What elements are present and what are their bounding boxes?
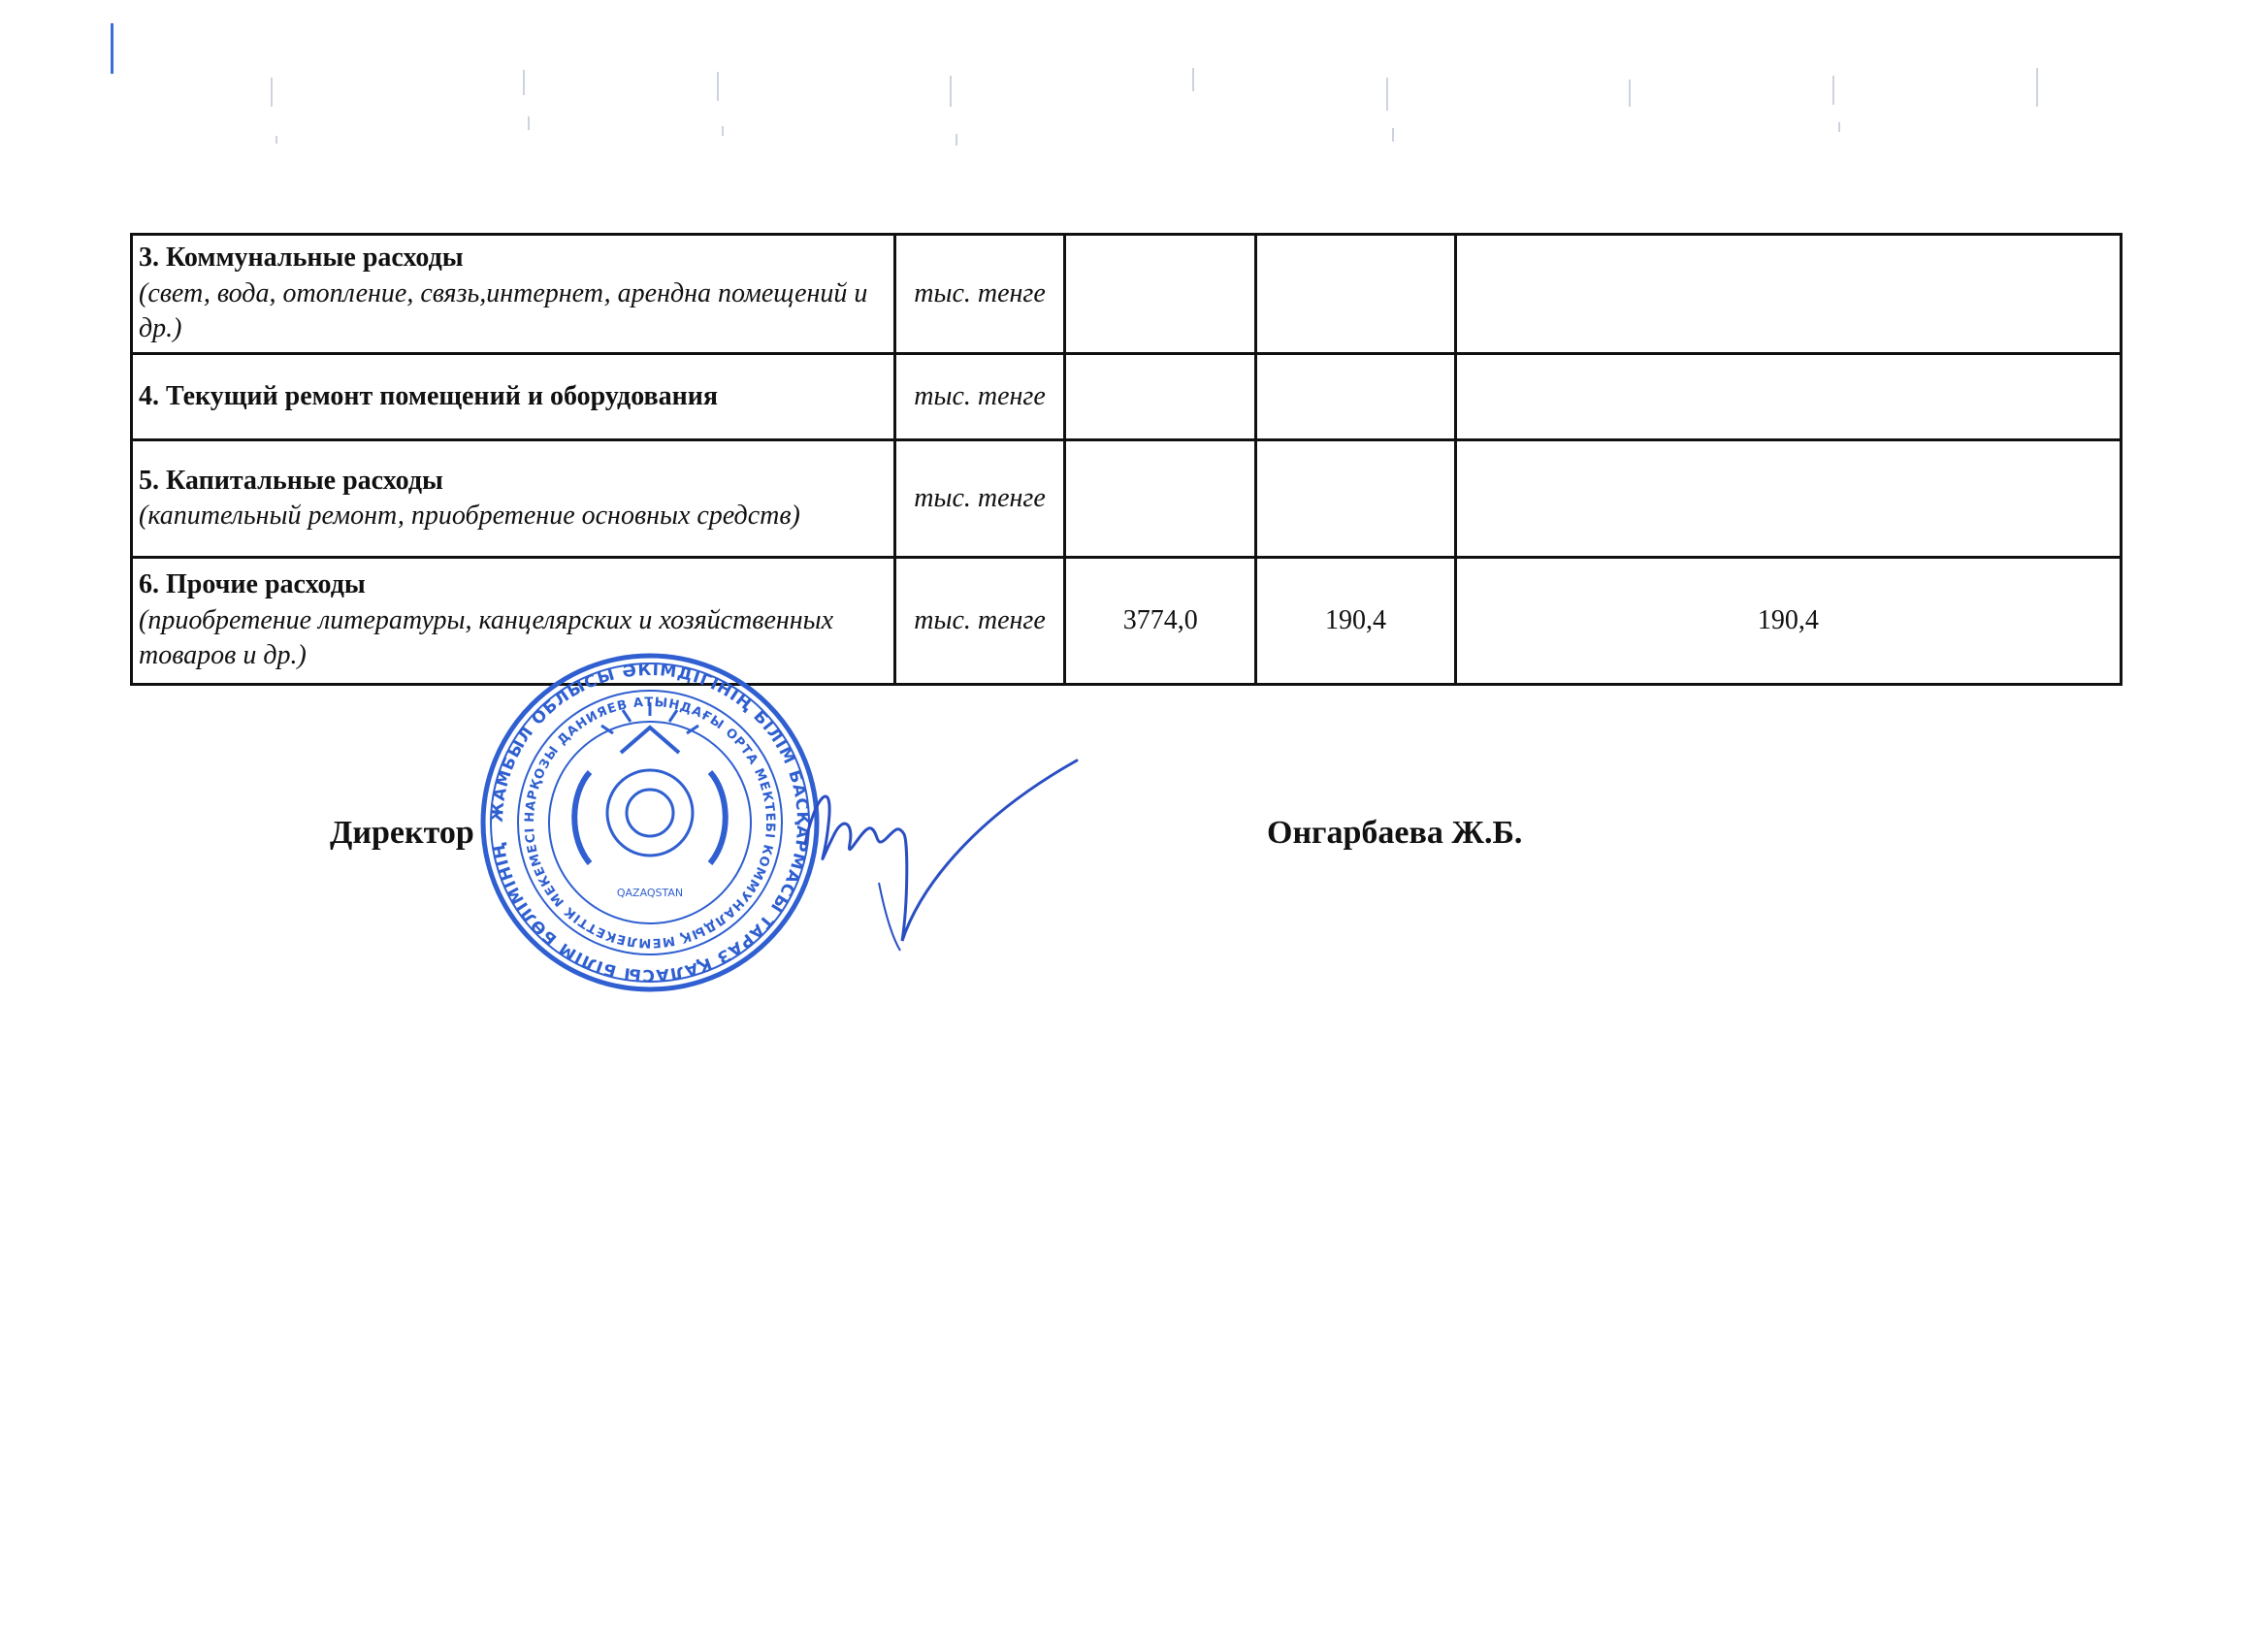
value-cell-3 [1455,440,2121,558]
table-row [132,235,2122,354]
unit-cell: тыс. тенге [894,235,1064,354]
value-cell-1 [1065,354,1256,440]
unit-cell: тыс. тенге [894,354,1064,440]
seal-center-text: QAZAQSTAN [616,887,684,899]
table-row [132,440,2122,558]
signer-name: Онгарбаева Ж.Б. [1267,815,1523,851]
unit-cell: тыс. тенге [894,558,1064,685]
value-cell-2 [1256,440,1455,558]
row-label-cell [132,440,895,558]
signer-position: Директор [330,815,474,851]
row-title: 5. Капитальные расходы [139,465,443,496]
value-cell-3 [1455,235,2121,354]
row-description: (приобретение литературы, канцелярских и хозяйственных товаров и др.) [139,604,834,671]
value-cell-2 [1256,235,1455,354]
row-description: (капительный ремонт, приобретение основных средств) [139,501,800,531]
value-cell-2: 190,4 [1256,558,1455,685]
expense-table [130,233,2122,686]
table-row [132,354,2122,440]
row-title: 6. Прочие расходы [139,569,366,600]
value-cell-2 [1256,354,1455,440]
row-description: (свет, вода, отопление, связь,интернет, арендна помещений и др.) [139,277,868,344]
unit-cell: тыс. тенге [894,440,1064,558]
value-cell-1 [1065,440,1256,558]
row-title: 4. Текущий ремонт помещений и оборудования [139,380,719,411]
svg-text:НАРҚОЗЫ ДАНИЯЕВ АТЫНДАҒЫ ОРТА [523,695,777,950]
seal-inner-text: НАРҚОЗЫ ДАНИЯЕВ АТЫНДАҒЫ ОРТА МЕКТЕБІ КОММУНАЛДЫҚ МЕМЛЕКЕТТІК МЕКЕМЕСІ [522,695,778,951]
value-cell-1: 3774,0 [1065,558,1256,685]
scan-edge-mark [111,23,113,74]
official-seal-icon [475,648,825,997]
seal-outer-text: ЖАМБЫЛ ОБЛЫСЫ ӘКІМДІГІНІҢ БІЛІМ БАСҚАРМАСЫ ТАРАЗ ҚАЛАСЫ БІЛІМ БӨЛІМІНІҢ [487,660,813,986]
signature-icon [786,757,1096,960]
value-cell-1 [1065,235,1256,354]
row-label-cell [132,235,895,354]
value-cell-3 [1455,354,2121,440]
row-title: 3. Коммунальные расходы [139,242,464,274]
value-cell-3: 190,4 [1455,558,2121,685]
table-row [132,558,2122,685]
scan-noise [233,58,2173,165]
row-label-cell [132,354,895,440]
